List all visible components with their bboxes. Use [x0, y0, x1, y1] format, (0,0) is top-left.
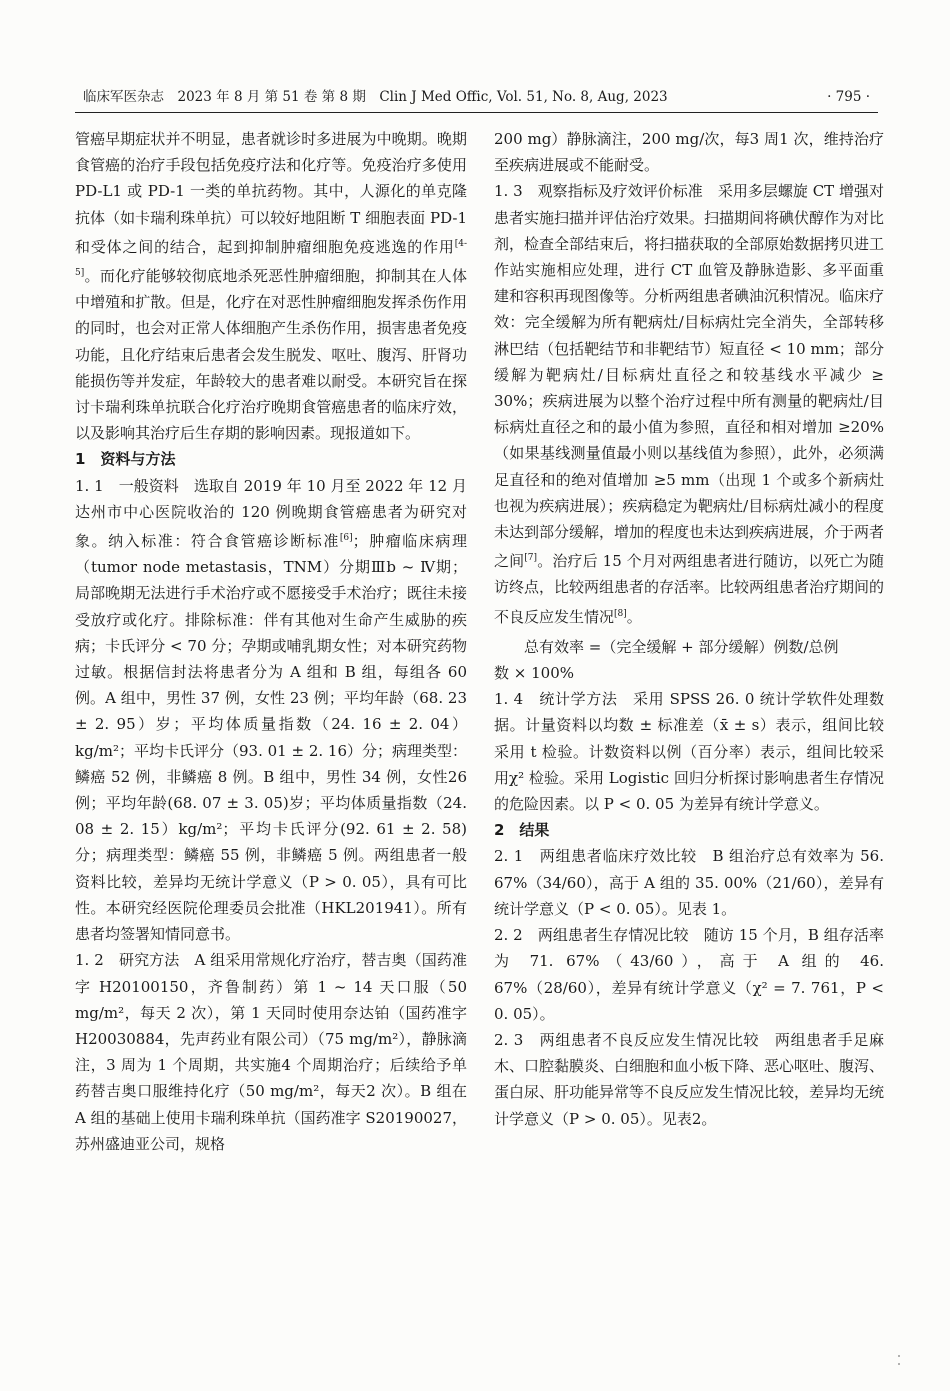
section-2-1-title: 2. 1 两组患者临床疗效比较 — [494, 847, 697, 866]
efficacy-formula — [494, 634, 884, 686]
section-1-1-text-b: ；肿瘤临床病理（tumor node metastasis，TNM）分期Ⅲb ~ Ⅳ期；局部晚期无法进行手术治疗或不愿接受手术治疗；既往未接受放疗或化疗。排除标准：伴有其他对生命产生威胁的疾病；卡氏评分 < 70 分；孕期或哺乳期女性；对本研究药物过敏。根据信封法将患者分为 A 组和 B 组，每组各 60 例。A 组中，男性 37 例，女性 23 例；平均年龄（68. 23 ± 2. 95）岁；平均体质量指数（24. 16 ± 2. 04）kg/m²；平均卡氏评分（93. 01 ± 2. 16）分；病理类型：鳞癌 52 例，非鳞癌 8 例。B 组中，男性 34 例，女性26 例；平均年龄(68. 07 ± 3. 05)岁；平均体质量指数（24. 08 ± 2. 15）kg/m²；平均卡氏评分(92. 61 ± 2. 58)分；病理类型：鳞癌 55 例，非鳞癌 5 例。两组患者一般资料比较，差异均无统计学意义（P > 0. 05），具有可比性。本研究经医院伦理委员会批准（HKL201941）。所有患者均签署知情同意书。 — [75, 532, 467, 944]
running-header — [75, 82, 878, 113]
section-1-1-title: 1. 1 一般资料 — [75, 476, 179, 495]
section-2-3-text: 两组患者手足麻木、口腔黏膜炎、白细胞和血小板下降、恶心呕吐、腹泻、蛋白尿、肝功能异常等不良反应发生情况比较，差异均无统计学意义（P > 0. 05）。见表2。 — [494, 1030, 885, 1128]
section-1-3-text-b: 。治疗后 15 个月对两组患者进行随访，以死亡为随访终点，比较两组患者的存活率。比较两组患者治疗期间的不良反应发生情况 — [494, 552, 885, 626]
intro-text-end: 。而化疗能够较彻底地杀死恶性肿瘤细胞，抑制其在人体中增殖和扩散。但是，化疗在对恶性肿瘤细胞发挥杀伤作用的同时，也会对正常人体细胞产生杀伤作用，损害患者免疫功能，且化疗结束后患者会发生脱发、呕吐、腹泻、肝肾功能损伤等并发症，年龄较大的患者难以耐受。本研究旨在探讨卡瑞利珠单抗联合化疗治疗晚期食管癌患者的临床疗效，以及影响其治疗后生存期的影响因素。现报道如下。 — [75, 267, 467, 443]
section-1-4-text: 采用 SPSS 26. 0 统计学软件处理数据。计量资料以均数 ± 标准差（x̄ ± s）表示，组间比较采用 t 检验。计数资料以例（百分率）表示，组间比较采用χ² 检验。采用 Logistic 回归分析探讨影响患者生存情况的危险因素。以 P < 0. 05 为差异有统计学意义。 — [494, 690, 884, 814]
section-1-1-text: 选取自 2019 年 10 月至 2022 年 12 月达州市中心医院收治的 120 例晚期食管癌患者为研究对象。纳入标准：符合食管癌诊断标准 — [75, 476, 467, 551]
left-column — [75, 126, 467, 1157]
continued-paragraph: 200 mg）静脉滴注，200 mg/次，每3 周1 次，维持治疗至疾病进展或不能耐受。 — [494, 130, 884, 175]
section-1-2-title: 1. 2 研究方法 — [75, 951, 180, 970]
citation-6: [6] — [339, 533, 353, 544]
section-1-2-text: A 组采用常规化疗治疗，替吉奥（国药准字 H20100150，齐鲁制药）第 1 ~ 14 天口服（50 mg/m²，每天 2 次），第 1 天同时使用奈达铂（国药准字 H20030884，先声药业有限公司）（75 mg/m²），静脉滴注，3 周为 1 个周期，共实施4 个周期治疗；后续给予单药替吉奥口服维持化疗（50 mg/m²，每天2 次）。B 组在 A 组的基础上使用卡瑞利珠单抗（国药准字 S20190027，苏州盛迪亚公司，规格 — [75, 951, 468, 1153]
section-1-3-title: 1. 3 观察指标及疗效评价标准 — [494, 182, 703, 201]
citation-8: [8] — [614, 608, 627, 619]
citation-4-5: [4-5] — [75, 238, 467, 279]
right-column — [494, 126, 884, 1132]
edge-marks — [898, 1355, 902, 1369]
section-2-2-title: 2. 2 两组患者生存情况比较 — [494, 926, 689, 945]
section-2-1-paragraph — [494, 843, 884, 922]
section-1-1-paragraph — [75, 473, 467, 948]
intro-text: 管癌早期症状并不明显，患者就诊时多进展为中晚期。晚期食管癌的治疗手段包括免疫疗法和化疗等。免疫治疗多使用 PD-L1 或 PD-1 一类的单抗药物。其中，人源化的单克隆抗体（如卡瑞利珠单抗）可以较好地阻断 T 细胞表面 PD-1 和受体之间的结合，起到抑制肿瘤细胞免疫逃逸的作用 — [75, 130, 467, 256]
section-1-3-text: 采用多层螺旋 CT 增强对患者实施扫描并评估治疗效果。扫描期间将碘伏醇作为对比剂，检查全部结束后，将扫描获取的全部原始数据拷贝进工作站实施相应处理，进行 CT 血管及静脉造影、多平面重建和容积再现图像等。分析两组患者碘油沉积情况。临床疗效：完全缓解为所有靶病灶/目标病灶完全消失，全部转移淋巴结（包括靶结节和非靶结节）短直径 < 10 mm；部分缓解为靶病灶/目标病灶直径之和较基线水平减少 ≥ 30%；疾病进展为以整个治疗过程中所有测量的靶病灶/目标病灶直径之和的最小值为参照，直径和相对增加 ≥20%（如果基线测量值最小则以基线值为参照），此外，必须满足直径和的绝对值增加 ≥5 mm（出现 1 个或多个新病灶也视为疾病进展）；疾病稳定为靶病灶/目标病灶减小的程度未达到部分缓解，增加的程度也未达到疾病进展，介于两者之间 — [494, 182, 885, 571]
page-number: · 795 · — [827, 89, 870, 105]
formula-line-2: 数 × 100% — [494, 664, 574, 683]
section-2-heading: 2 结果 — [494, 821, 550, 840]
formula-line-1: 总有效率 =（完全缓解 + 部分缓解）例数/总例 — [524, 637, 839, 656]
section-2-3-title: 2. 3 两组患者不良反应发生情况比较 — [494, 1030, 760, 1049]
section-2-1-text: B 组治疗总有效率为 56. 67%（34/60），高于 A 组的 35. 00%（21/60），差异有统计学意义（P < 0. 05）。见表 1。 — [494, 847, 884, 918]
section-2-2-paragraph — [494, 922, 884, 1027]
section-1-3-text-c: 。 — [626, 607, 642, 626]
section-2-2-text: 随访 15 个月，B 组存活率为 71. 67%（43/60），高于 A 组的 46. 67%（28/60），差异有统计学意义（χ² = 7. 761，P < 0. 05）。 — [494, 926, 884, 1023]
section-1-2-paragraph — [75, 947, 467, 1157]
journal-citation: 临床军医杂志 2023 年 8 月 第 51 卷 第 8 期 Clin J Med Offic, Vol. 51, No. 8, Aug, 2023 — [83, 89, 668, 105]
section-2-3-paragraph — [494, 1027, 884, 1132]
section-1-3-paragraph — [494, 178, 884, 629]
citation-7: [7] — [524, 553, 538, 564]
section-1-4-title: 1. 4 统计学方法 — [494, 690, 618, 709]
section-1-heading: 1 资料与方法 — [75, 450, 176, 469]
section-1-4-paragraph — [494, 686, 884, 817]
intro-paragraph — [75, 126, 467, 446]
